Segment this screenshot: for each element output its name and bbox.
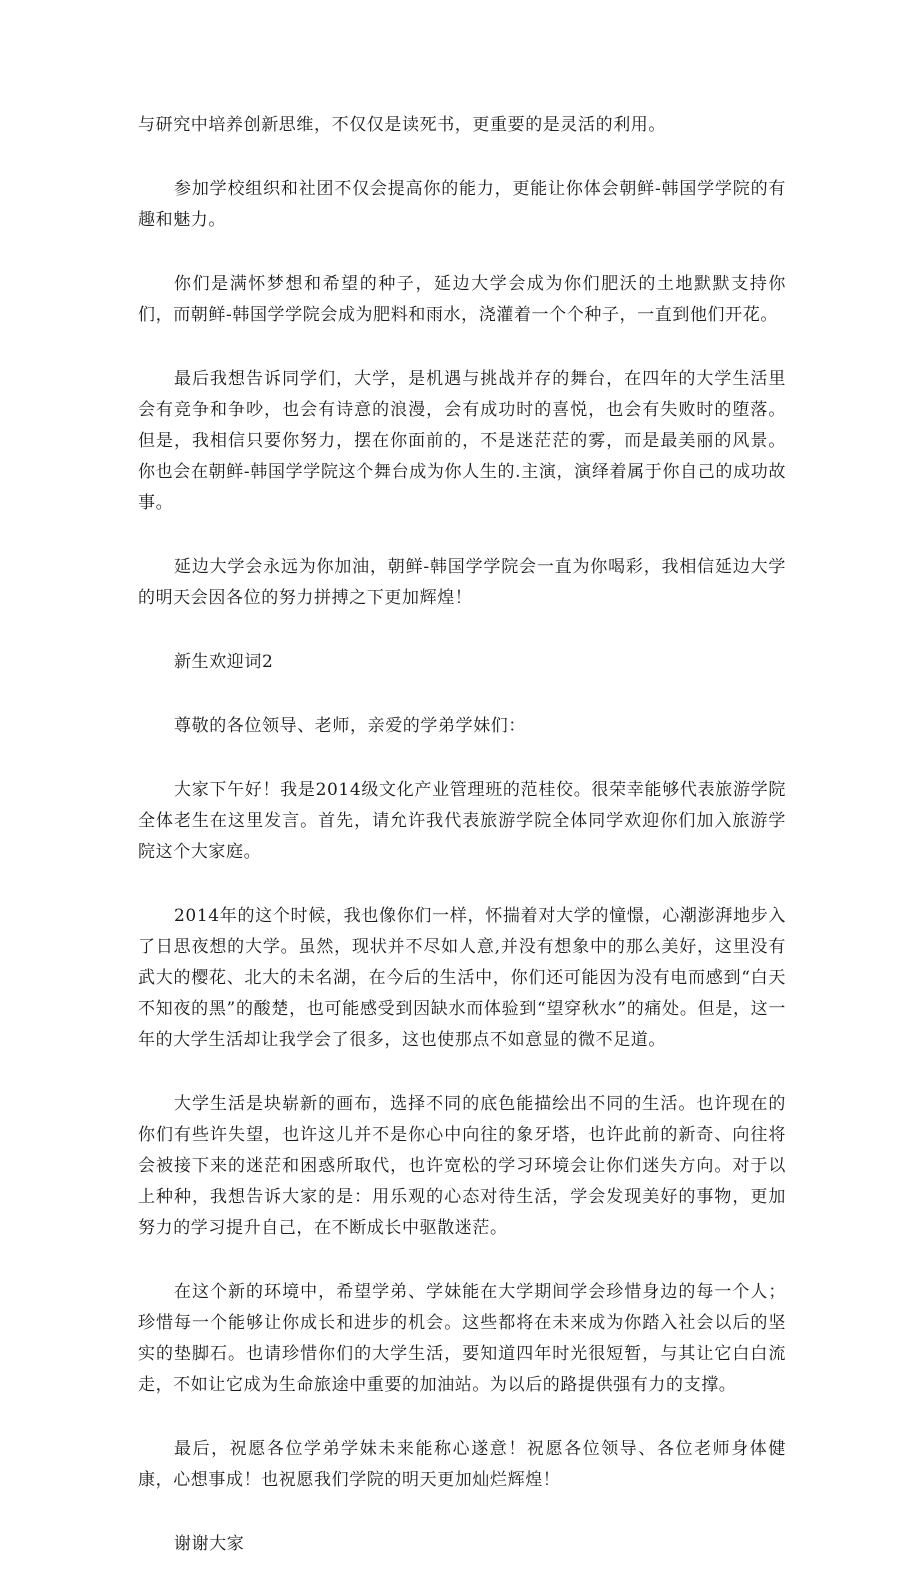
paragraph-cheer: 延边大学会永远为你加油，朝鲜-韩国学学院会一直为你喝彩，我相信延边大学的明天会因各位的努力拼搏之下更加辉煌！ (138, 557, 786, 608)
salutation: 尊敬的各位领导、老师，亲爱的学弟学妹们： (174, 716, 526, 736)
paragraph-activities: 参加学校组织和社团不仅会提高你的能力，更能让你体会朝鲜-韩国学学院的有趣和魅力。 (138, 179, 786, 230)
section-heading: 新生欢迎词2 (174, 652, 274, 672)
paragraph-continuation: 与研究中培养创新思维，不仅仅是读死书，更重要的是灵活的利用。 (138, 115, 666, 135)
closing-thanks: 谢谢大家 (174, 1534, 245, 1554)
document-body (138, 110, 786, 1593)
paragraph-greeting: 大家下午好！我是2014级文化产业管理班的范桂佼。很荣幸能够代表旅游学院全体老生在这里发言。首先，请允许我代表旅游学院全体同学欢迎你们加入旅游学院这个大家庭。 (138, 780, 786, 862)
paragraph-seeds: 你们是满怀梦想和希望的种子，延边大学会成为你们肥沃的土地默默支持你们，而朝鲜-韩国学学院会成为肥料和雨水，浇灌着一个个种子，一直到他们开花。 (138, 274, 786, 325)
paragraph-cherish: 在这个新的环境中，希望学弟、学妹能在大学期间学会珍惜身边的每一个人；珍惜每一个能够让你成长和进步的机会。这些都将在未来成为你踏入社会以后的坚实的垫脚石。也请珍惜你们的大学生活，要知道四年时光很短暂，与其让它白白流走，不如让它成为生命旅途中重要的加油站。为以后的路提供强有力的支撑。 (138, 1282, 786, 1395)
paragraph-2014: 2014年的这个时候，我也像你们一样，怀揣着对大学的憧憬，心潮澎湃地步入了日思夜想的大学。虽然，现状并不尽如人意,并没有想象中的那么美好，这里没有武大的樱花、北大的未名湖，在今后的生活中，你们还可能因为没有电而感到“白天不知夜的黑”的酸楚，也可能感受到因缺水而体验到“望穿秋水”的痛处。但是，这一年的大学生活却让我学会了很多，这也使那点不如意显的微不足道。 (138, 906, 786, 1050)
paragraph-opportunity: 最后我想告诉同学们，大学，是机遇与挑战并存的舞台，在四年的大学生活里会有竞争和争吵，也会有诗意的浪漫，会有成功时的喜悦，也会有失败时的堕落。但是，我相信只要你努力，摆在你面前的，不是迷茫茫的雾，而是最美丽的风景。你也会在朝鲜-韩国学学院这个舞台成为你人生的.主演，演绎着属于你自己的成功故事。 (138, 369, 786, 513)
paragraph-wishes: 最后，祝愿各位学弟学妹未来能称心遂意！祝愿各位领导、各位老师身体健康，心想事成！也祝愿我们学院的明天更加灿烂辉煌！ (138, 1439, 786, 1490)
paragraph-canvas: 大学生活是块崭新的画布，选择不同的底色能描绘出不同的生活。也许现在的你们有些许失望，也许这儿并不是你心中向往的象牙塔，也许此前的新奇、向往将会被接下来的迷茫和困惑所取代，也许宽松的学习环境会让你们迷失方向。对于以上种种，我想告诉大家的是：用乐观的心态对待生活，学会发现美好的事物，更加努力的学习提升自己，在不断成长中驱散迷茫。 (138, 1094, 786, 1238)
